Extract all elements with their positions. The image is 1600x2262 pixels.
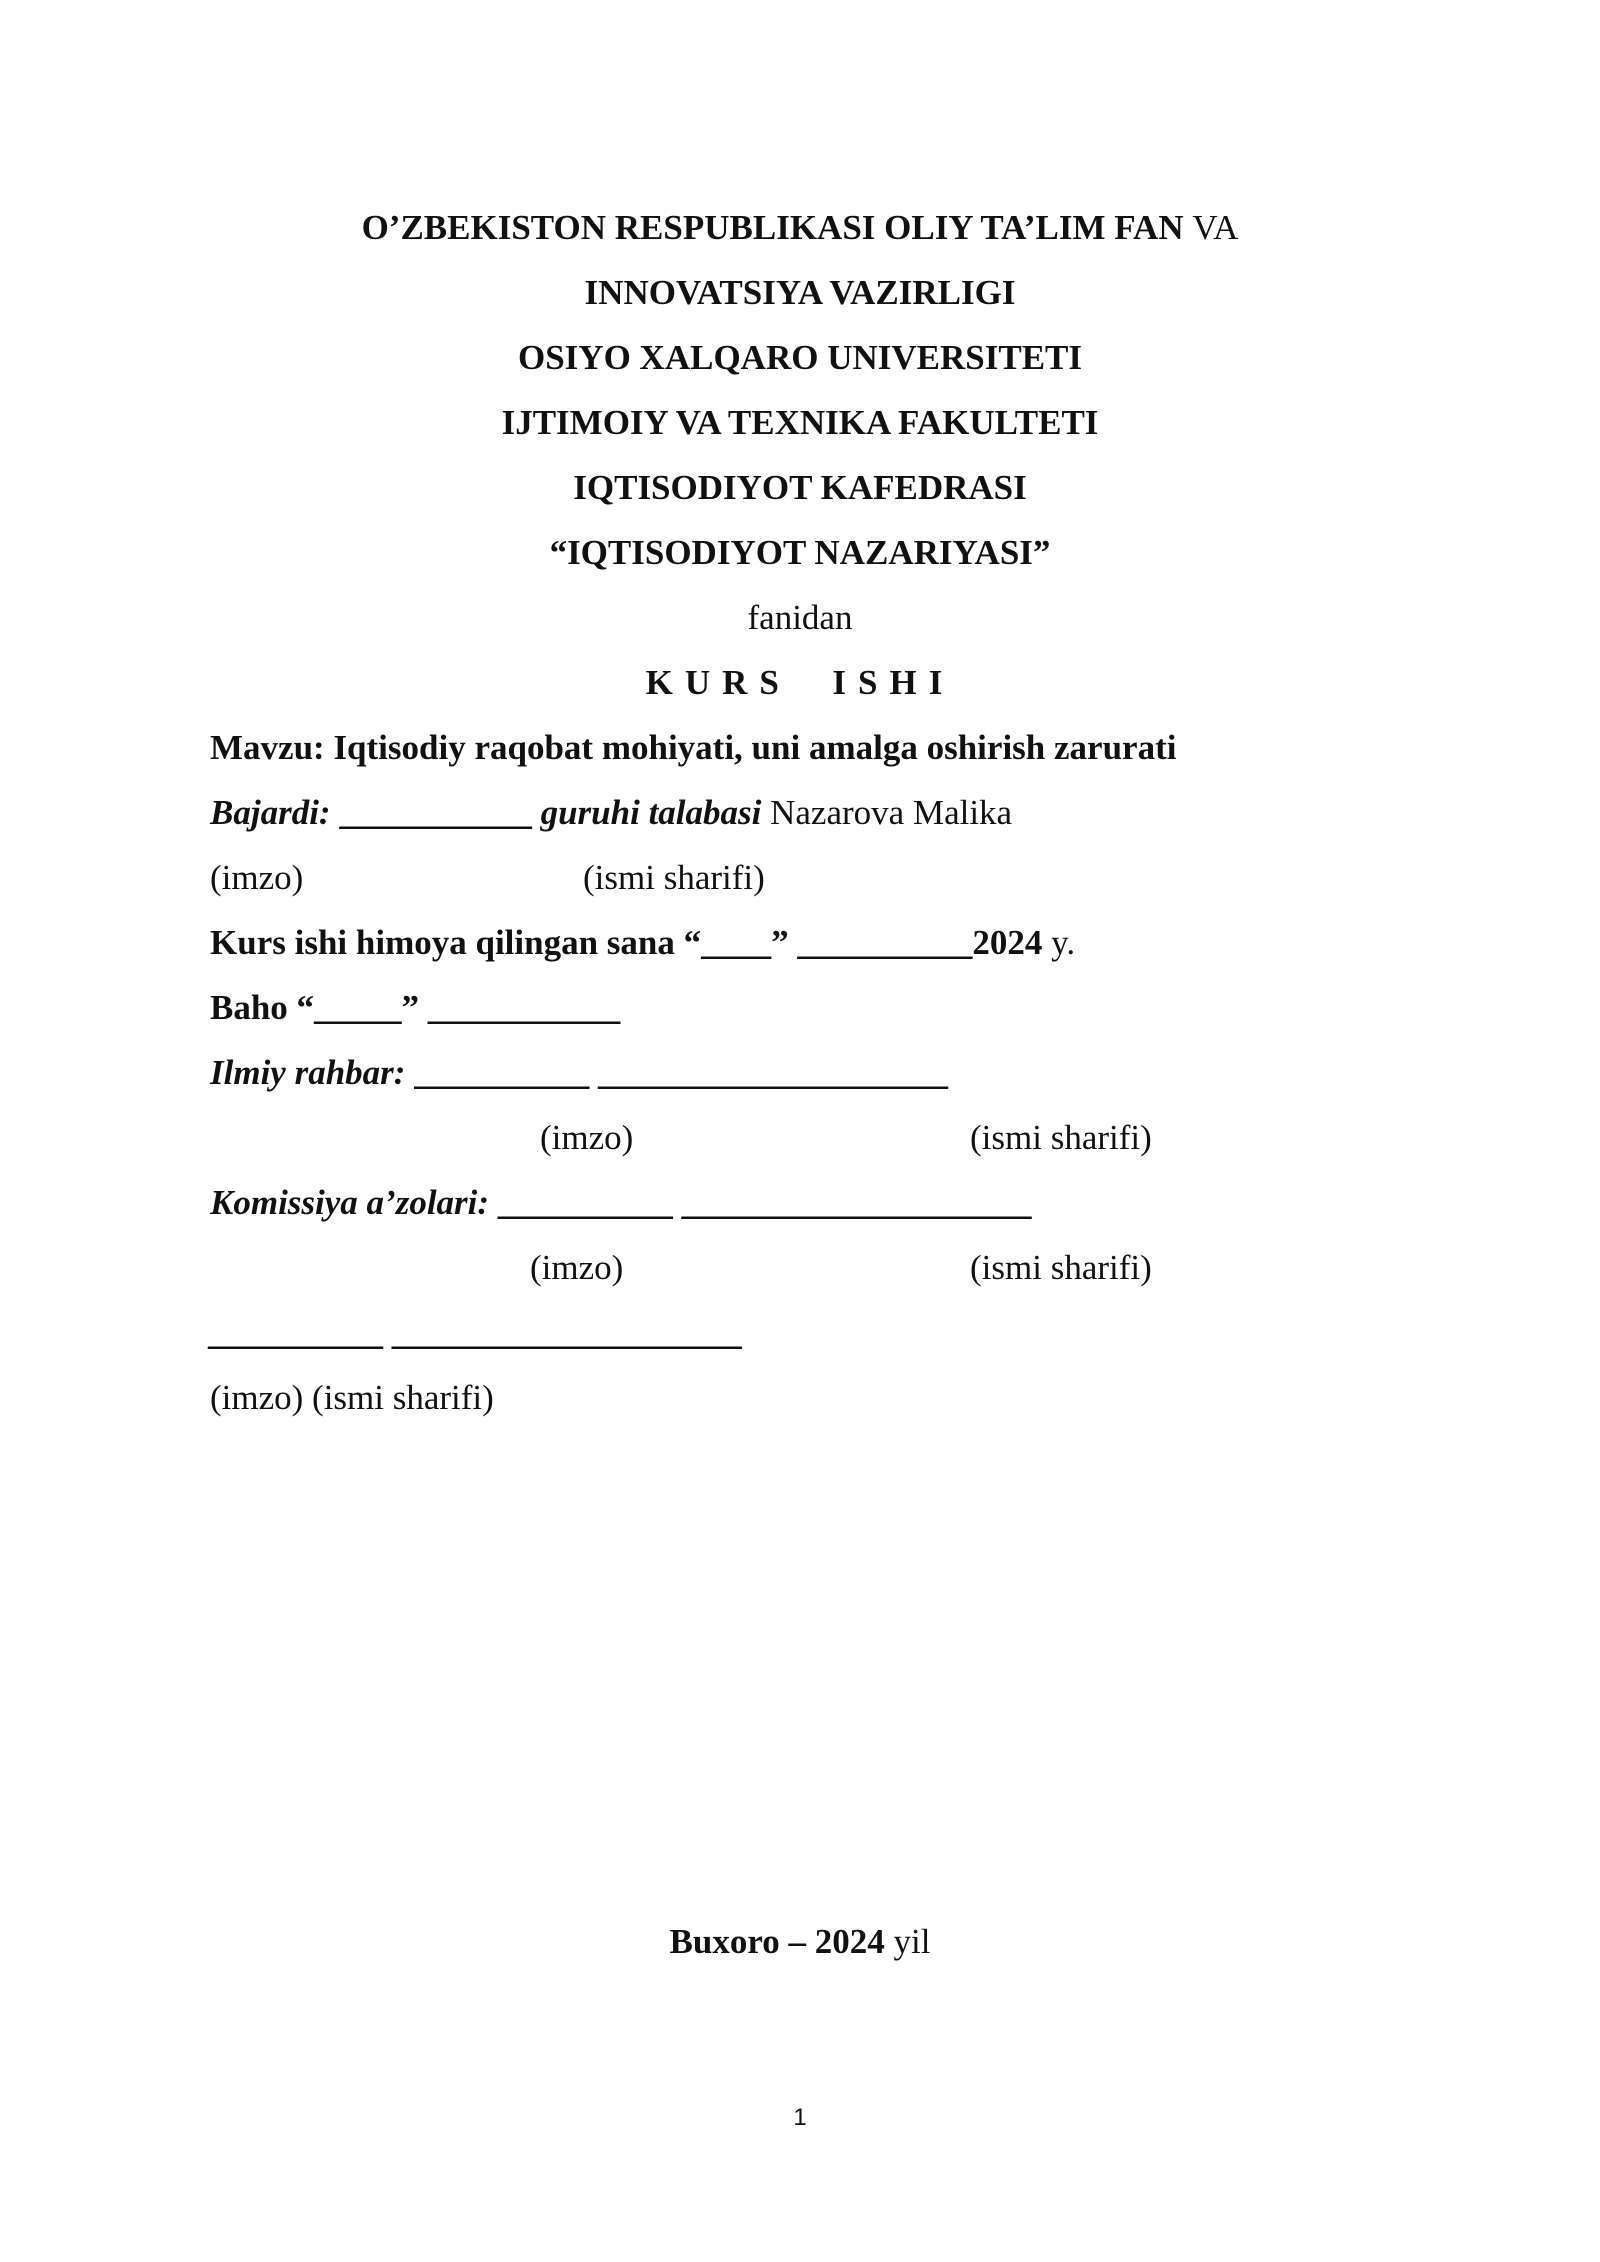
supervisor-sign-caption: (imzo) — [540, 1118, 634, 1157]
subject-title: “IQTISODIYOT NAZARIYASI” — [549, 533, 1051, 572]
supervisor-line — [210, 1051, 948, 1095]
university-name: OSIYO XALQARO UNIVERSITETI — [517, 338, 1083, 377]
grade-line: Baho “_____” ___________ — [210, 988, 621, 1027]
fanidan-text: fanidan — [747, 598, 853, 637]
supervisor-label: Ilmiy rahbar: — [210, 1053, 406, 1092]
city-year-line — [0, 1920, 1600, 1964]
ministry-line-2: INNOVATSIYA VAZIRLIGI — [584, 273, 1016, 312]
commission-line — [210, 1181, 1032, 1225]
commission-label: Komissiya a’zolari: — [210, 1183, 490, 1222]
topic-line: Mavzu: Iqtisodiy raqobat mohiyati, uni amalga oshirish zarurati — [210, 728, 1177, 767]
group-blank: ___________ — [339, 793, 532, 832]
department-name: IQTISODIYOT KAFEDRASI — [573, 468, 1027, 507]
document-type-title: KURS ISHI — [645, 663, 955, 702]
page-number: 1 — [793, 2104, 807, 2131]
commission-blanks: __________ ____________________ — [489, 1183, 1032, 1222]
performer-line — [210, 791, 1012, 835]
supervisor-blanks: __________ ____________________ — [405, 1053, 948, 1092]
commission-name-caption: (ismi sharifi) — [970, 1248, 1152, 1287]
year-suffix: yil — [884, 1922, 931, 1961]
defense-date-line — [210, 921, 1075, 965]
defense-date-suffix: y. — [1042, 923, 1076, 962]
performer-label: Bajardi: — [210, 793, 340, 832]
ministry-line-1 — [0, 206, 1600, 250]
student-name: Nazarova Malika — [761, 793, 1013, 832]
ministry-line-1-regular: VA — [1192, 208, 1239, 247]
city-year: Buxoro – 2024 — [669, 1922, 885, 1961]
commission-extra-blanks: __________ ____________________ — [208, 1313, 742, 1352]
ministry-line-1-bold: O’ZBEKISTON RESPUBLIKASI OLIY TA’LIM FAN — [361, 208, 1193, 247]
defense-date-label: Kurs ishi himoya qilingan sana “____” __________2024 — [210, 923, 1043, 962]
faculty-name: IJTIMOIY VA TEXNIKA FAKULTETI — [501, 403, 1099, 442]
performer-sign-caption: (imzo) — [210, 858, 304, 897]
performer-name-caption: (ismi sharifi) — [583, 858, 765, 897]
group-student-label: guruhi talabasi — [531, 793, 762, 832]
commission-extra-caption: (imzo) (ismi sharifi) — [210, 1378, 494, 1417]
commission-sign-caption: (imzo) — [530, 1248, 624, 1287]
supervisor-name-caption: (ismi sharifi) — [970, 1118, 1152, 1157]
